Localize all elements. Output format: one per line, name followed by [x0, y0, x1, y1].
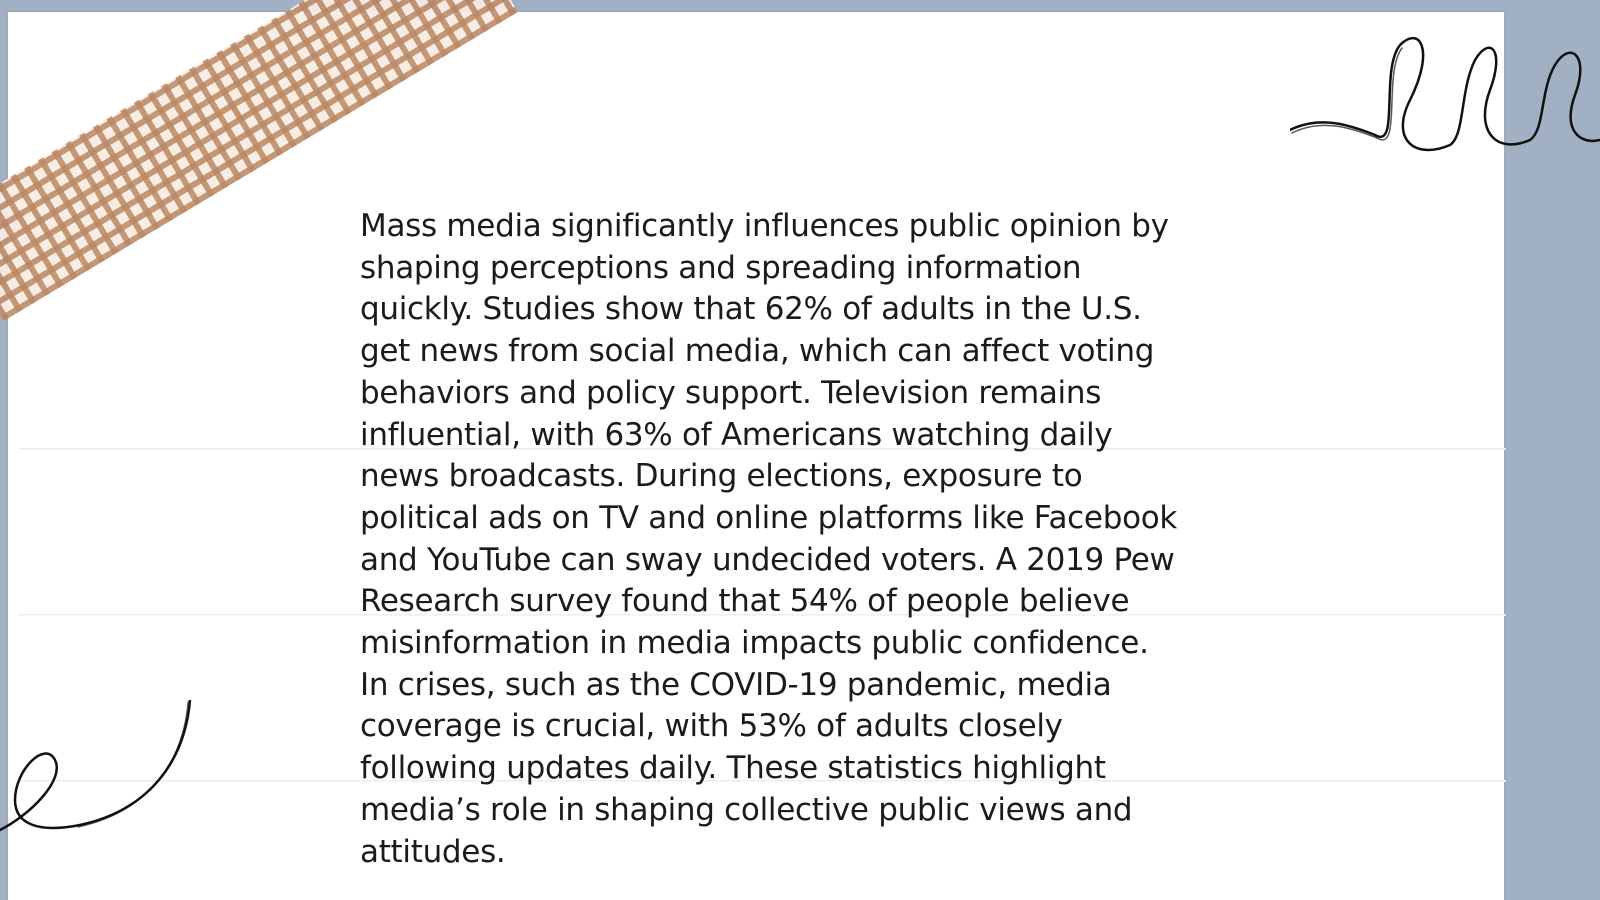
swirl-curl-icon [0, 700, 200, 850]
swirl-loops-icon [1290, 30, 1600, 170]
body-paragraph: Mass media significantly influences public opinion by shaping perceptions and spreading information quickly. Studies show that 62% of adults in the U.S. get news from social media, which can affect voting behaviors and policy support. Television remains influential, with 63% of Americans watching daily news broadcasts. During elections, exposure to political ads on TV and online platforms like Facebook and YouTube can sway undecided voters. A 2019 Pew Research survey found that 54% of people believe misinformation in media impacts public confidence. In crises, such as the COVID-19 pandemic, media coverage is crucial, with 53% of adults closely following updates daily. These statistics highlight media’s role in shaping collective public views and attitudes. [360, 208, 1178, 870]
